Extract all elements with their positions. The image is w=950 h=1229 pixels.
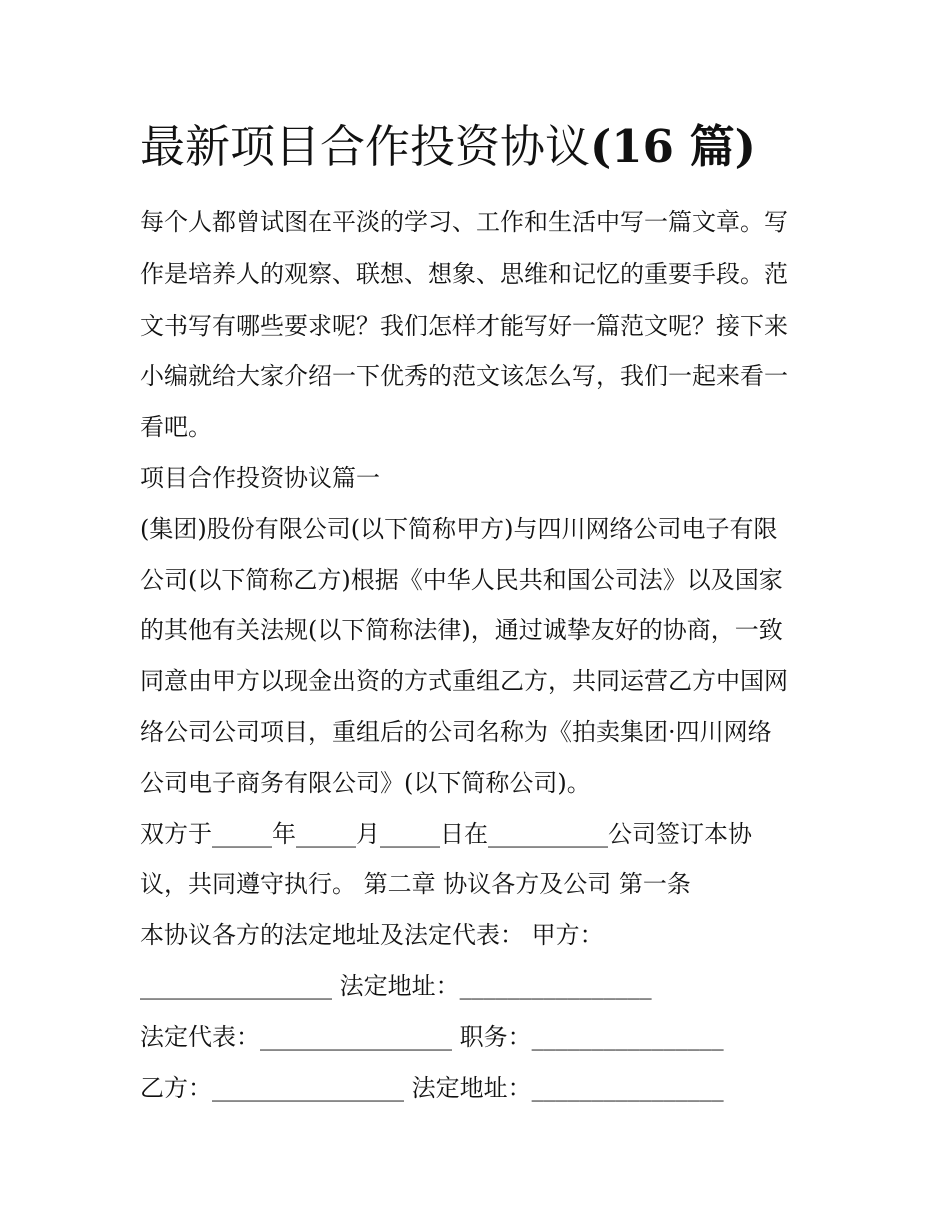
paragraph-line: (集团)股份有限公司(以下简称甲方)与四川网络公司电子有限: [140, 515, 778, 543]
paragraph-line: 本协议各方的法定地址及法定代表： 甲方：: [140, 921, 604, 949]
title-main: 最新项目合作投资协议: [140, 120, 591, 173]
form-line: 法定代表：________________ 职务：________________: [140, 1023, 724, 1051]
paragraph-line: 公司(以下简称乙方)根据《中华人民共和国公司法》以及国家: [140, 566, 783, 594]
form-line: 乙方：________________ 法定地址：________________: [140, 1074, 724, 1102]
paragraph-line: 双方于_____年_____月_____日在__________公司签订本协: [140, 820, 752, 848]
paragraph-line: 小编就给大家介绍一下优秀的范文该怎么写，我们一起来看一: [140, 362, 788, 390]
title-suffix: (16 篇): [590, 120, 756, 173]
document-title: [140, 116, 756, 178]
paragraph-line: 同意由甲方以现金出资的方式重组乙方，共同运营乙方中国网: [140, 667, 788, 695]
paragraph-line: 议，共同遵守执行。 第二章 协议各方及公司 第一条: [140, 870, 691, 898]
paragraph-line: 作是培养人的观察、联想、想象、思维和记忆的重要手段。范: [140, 260, 788, 288]
paragraph-line: 的其他有关法规(以下简称法律)，通过诚挚友好的协商，一致: [140, 616, 783, 644]
paragraph-line: 络公司公司项目，重组后的公司名称为《拍卖集团·四川网络: [140, 718, 772, 746]
paragraph-line: 文书写有哪些要求呢？我们怎样才能写好一篇范文呢？接下来: [140, 312, 788, 340]
paragraph-line: 每个人都曾试图在平淡的学习、工作和生活中写一篇文章。写: [140, 208, 788, 236]
paragraph-line: 公司电子商务有限公司》(以下简称公司)。: [140, 769, 591, 797]
form-line: ________________ 法定地址：________________: [140, 972, 652, 1000]
section-heading: 项目合作投资协议篇一: [140, 464, 380, 492]
paragraph-line: 看吧。: [140, 413, 212, 441]
